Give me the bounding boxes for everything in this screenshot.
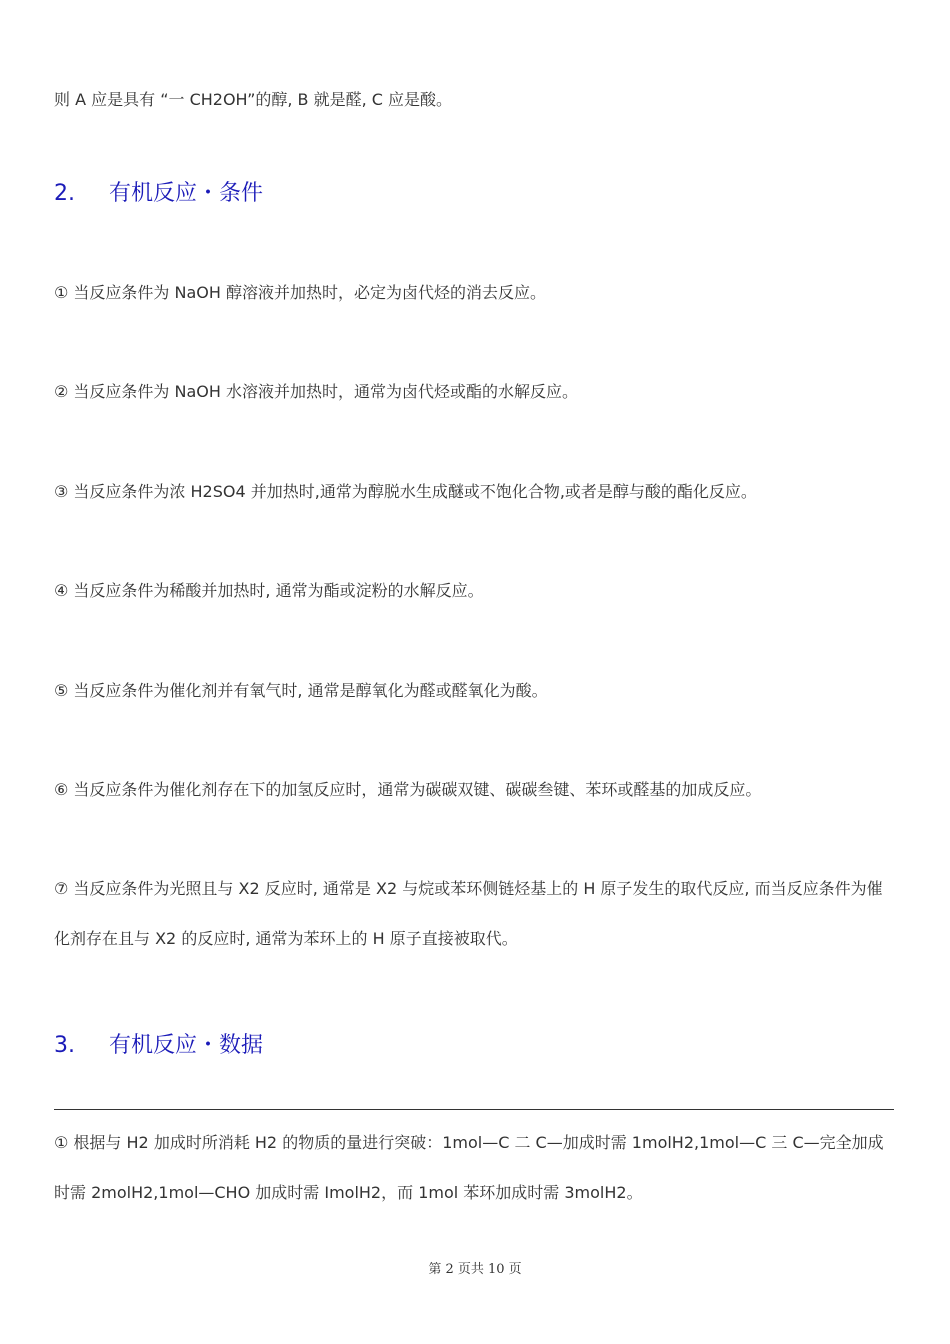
page-footer: 第 2 页共 10 页	[428, 1262, 522, 1277]
condition-item-1: ① 当反应条件为 NaOH 醇溶液并加热时，必定为卤代烃的消去反应。	[54, 283, 547, 302]
condition-item-2: ② 当反应条件为 NaOH 水溶液并加热时，通常为卤代烃或酯的水解反应。	[54, 382, 579, 401]
intro-paragraph: 则 A 应是具有 “一 CH2OH”的醇, B 就是醛, C 应是酸。	[54, 90, 453, 109]
section-3-heading	[54, 1032, 263, 1060]
section-3-title: 有机反应・数据	[109, 1033, 264, 1058]
condition-item-5: ⑤ 当反应条件为催化剂并有氧气时, 通常是醇氧化为醛或醛氧化为酸。	[54, 681, 548, 700]
section-2-number: 2.	[54, 181, 75, 206]
condition-item-7: ⑦ 当反应条件为光照且与 X2 反应时, 通常是 X2 与烷或苯环侧链烃基上的 H 原子发生的取代反应, 而当反应条件为催化剂存在且与 X2 的反应时, 通常为苯环上的 H 原子直接被取代。	[54, 879, 883, 948]
horizontal-rule	[54, 1109, 894, 1110]
section-2-heading	[54, 180, 263, 208]
condition-item-3: ③ 当反应条件为浓 H2SO4 并加热时,通常为醇脱水生成醚或不饱化合物,或者是醇与酸的酯化反应。	[54, 482, 757, 501]
condition-item-6: ⑥ 当反应条件为催化剂存在下的加氢反应时，通常为碳碳双键、碳碳叁键、苯环或醛基的加成反应。	[54, 780, 762, 799]
data-item-1: ① 根据与 H2 加成时所消耗 H2 的物质的量进行突破：1mol—C 二 C—加成时需 1molH2,1mol—C 三 C—完全加成时需 2molH2,1mol—CHO 加成时需 ImolH2，而 1mol 苯环加成时需 3molH2。	[54, 1133, 884, 1202]
condition-item-4: ④ 当反应条件为稀酸并加热时, 通常为酯或淀粉的水解反应。	[54, 581, 484, 600]
section-3-number: 3.	[54, 1033, 75, 1058]
section-2-title: 有机反应・条件	[109, 181, 264, 206]
